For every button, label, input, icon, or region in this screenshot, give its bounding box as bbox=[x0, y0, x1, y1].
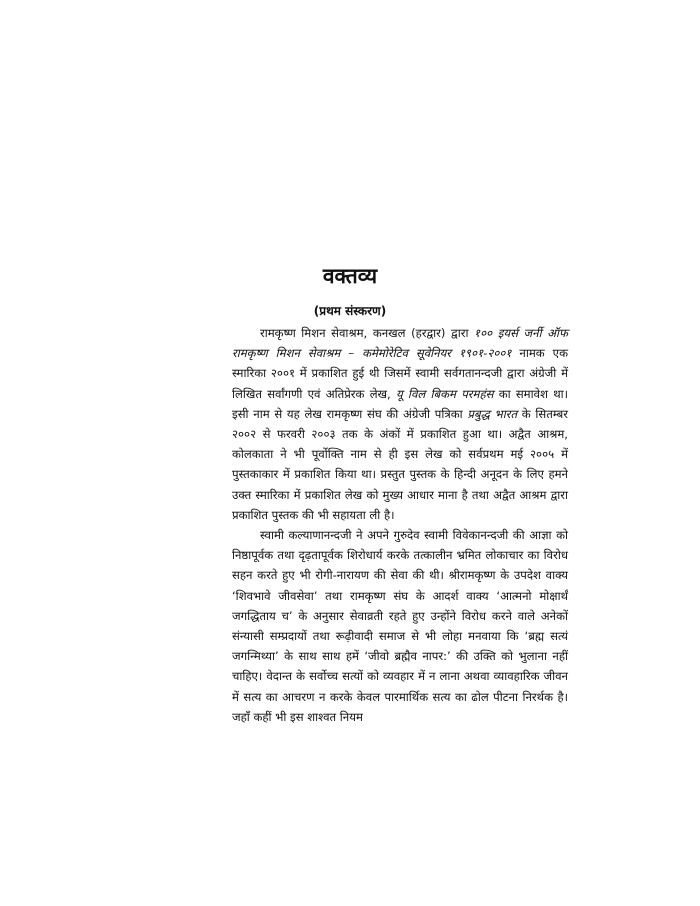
paragraph-1-text-c: का समावेश था। इसी नाम से यह लेख रामकृष्ण संघ की अंग्रेजी पत्रिका bbox=[232, 386, 568, 421]
magazine-title: प्रबुद्ध भारत bbox=[467, 406, 518, 421]
souvenir-title: १०० इयर्स जर्नी ऑफ रामकृष्ण मिशन सेवाश्रम – कमेमोरेटिव सूवेनियर १९०१-२००१ bbox=[232, 326, 568, 361]
page-title: वक्तव्य bbox=[322, 264, 378, 288]
paragraph-1-text-b: नामक एक स्मारिका २००१ में प्रकाशित हुई थी जिसमें स्वामी सर्वगतानन्दजी द्वारा अंग्रेजी में लिखित सर्वांगणी एवं अतिप्रेरक लेख, bbox=[232, 346, 568, 401]
paragraph-1 bbox=[232, 323, 568, 525]
article-title: यू विल बिकम परमहंस bbox=[395, 386, 494, 401]
paragraph-1-text-a: रामकृष्ण मिशन सेवाश्रम, कनखल (हरद्वार) द्वारा bbox=[260, 326, 475, 340]
edition-subtitle: (प्रथम संस्करण) bbox=[313, 304, 387, 318]
paragraph-2: स्वामी कल्याणानन्दजी ने अपने गुरुदेव स्वामी विवेकानन्दजी की आज्ञा को निष्ठापूर्वक तथा दृढ़तापूर्वक शिरोधार्य करके तत्कालीन भ्रमित लोकाचार का विरोध सहन करते हुए भी रोगी-नारायण की सेवा की थी। श्रीरामकृष्ण के उपदेश वाक्य ‘शिवभावे जीवसेवा’ तथा रामकृष्ण संघ के आदर्श वाक्य ‘आत्मनो मोक्षार्थं जगद्धिताय च’ के अनुसार सेवाव्रती रहते हुए उन्होंने विरोध करने वाले अनेकों संन्यासी सम्प्रदायों तथा रूढ़ीवादी समाज से भी लोहा मनवाया कि ‘ब्रह्म सत्यं जगन्मिथ्या’ के साथ साथ हमें ‘जीवो ब्रह्मैव नापर:’ की उक्ति को भुलाना नहीं चाहिए। वेदान्त के सर्वोच्च सत्यों को व्यवहार में न लाना अथवा व्यावहारिक जीवन में सत्य का आचरण न करके केवल पारमार्थिक सत्य का ढोल पीटना निरर्थक है। जहाँ कहीं भी इस शाश्वत नियम bbox=[232, 528, 568, 724]
body-text bbox=[232, 323, 568, 727]
paragraph-1-text-d: के सितम्बर २००२ से फरवरी २००३ तक के अंकों में प्रकाशित हुआ था। अद्वैत आश्रम, कोलकाता ने भी पूर्वोक्ति नाम से ही इस लेख को सर्वप्रथम मई २००५ में पुस्तकाकार में प्रकाशित किया था। प्रस्तुत पुस्तक के हिन्दी अनूदन के लिए हमने उक्त स्मारिका में प्रकाशित लेख को मुख्य आधार माना है तथा अद्वैत आश्रम द्वारा प्रकाशित पुस्तक की भी सहायता ली है। bbox=[232, 406, 569, 522]
